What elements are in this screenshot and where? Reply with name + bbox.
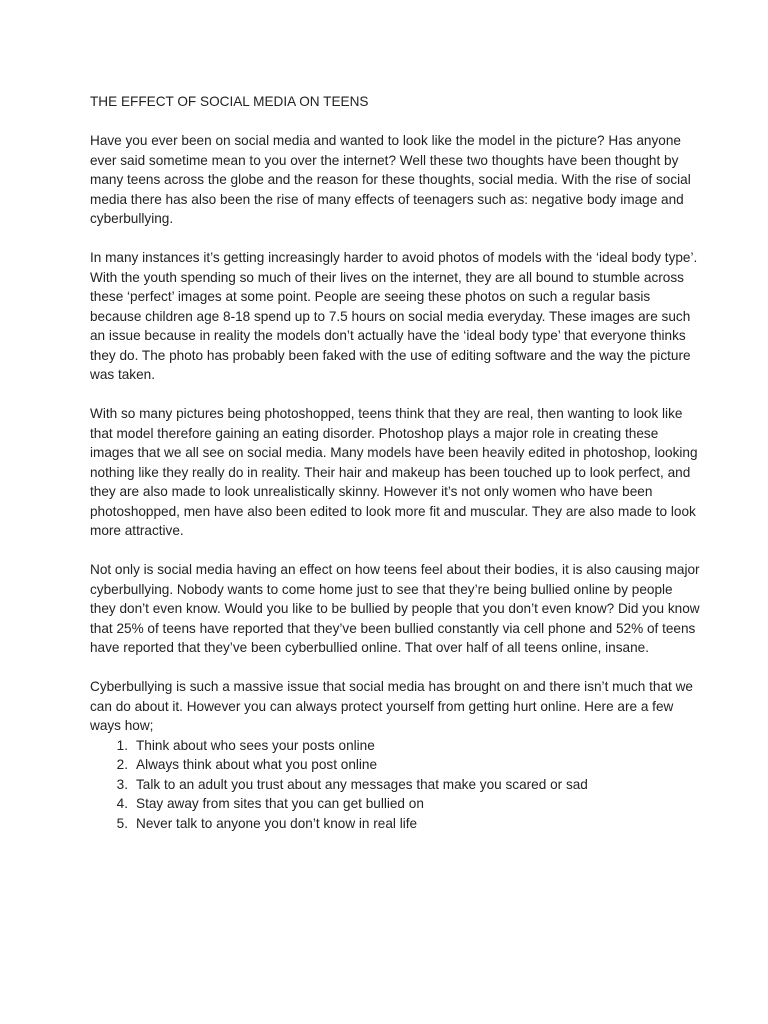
paragraph-cyberbullying: Not only is social media having an effect on how teens feel about their bodies, it is also causing major cyberbullying. Nobody wants to come home just to see that they’re being bullied online by people they don’t even know. Would you like to be bullied by people that you don’t even know? Did you know that 25% of teens have reported that they’ve been bullied constantly via cell phone and 52% of teens have reported that they’ve been cyberbullied online. That over half of all teens online, insane. [90,562,700,655]
list-item-text: Never talk to anyone you don’t know in real life [136,815,418,831]
list-item [90,814,700,834]
paragraph-body-image: In many instances it’s getting increasingly harder to avoid photos of models with the ‘ideal body type’. With the youth spending so much of their lives on the internet, they are all bound to stumble across these ‘perfect’ images at some point. People are seeing these photos on such a regular basis because children age 8-18 spend up to 7.5 hours on social media everyday. These images are such an issue because in reality the models don’t actually have the ‘ideal body type’ that everyone thinks they do. The photo has probably been faked with the use of editing software and the way the picture was taken. [90,250,698,382]
paragraph-protection: Cyberbullying is such a massive issue that social media has brought on and there isn’t much that we can do about it. However you can always protect yourself from getting hurt online. Here are a few ways how; [90,679,693,733]
list-item-text: Always think about what you post online [136,757,378,772]
paragraph-intro: Have you ever been on social media and wanted to look like the model in the picture? Has anyone ever said sometime mean to you over the internet? Well these two thoughts have been thought by many teens across the globe and the reason for these thoughts, social media. With the rise of social media there has also been the rise of many effects of teenagers such as: negative body image and cyberbullying. [90,133,691,226]
list-item [90,794,700,814]
document-page [90,92,700,833]
list-item-number: 2. [116,757,128,772]
paragraph-photoshop: With so many pictures being photoshopped, teens think that they are real, then wanting to look like that model therefore gaining an eating disorder. Photoshop plays a major role in creating these images that we all see on social media. Many models have been heavily edited in photoshop, looking nothing like they really do in reality. Their hair and makeup has been touched up to look perfect, and they are also made to look unrealistically skinny. However it’s not only women who have been photoshopped, men have also been edited to look more fit and muscular. They are also made to look more attractive. [90,406,698,538]
list-item [90,775,700,795]
document-title: THE EFFECT OF SOCIAL MEDIA ON TEENS [90,94,369,109]
tips-list [90,736,700,834]
list-item-number: 3. [116,776,128,792]
list-item [90,755,700,775]
list-item-number: 1. [116,737,128,753]
list-item-text: Talk to an adult you trust about any messages that make you scared or sad [136,776,588,792]
list-item-text: Stay away from sites that you can get bullied on [136,796,424,811]
list-item-number: 4. [116,796,128,811]
list-item [90,736,700,756]
list-item-text: Think about who sees your posts online [136,737,375,753]
list-item-number: 5. [116,815,128,831]
